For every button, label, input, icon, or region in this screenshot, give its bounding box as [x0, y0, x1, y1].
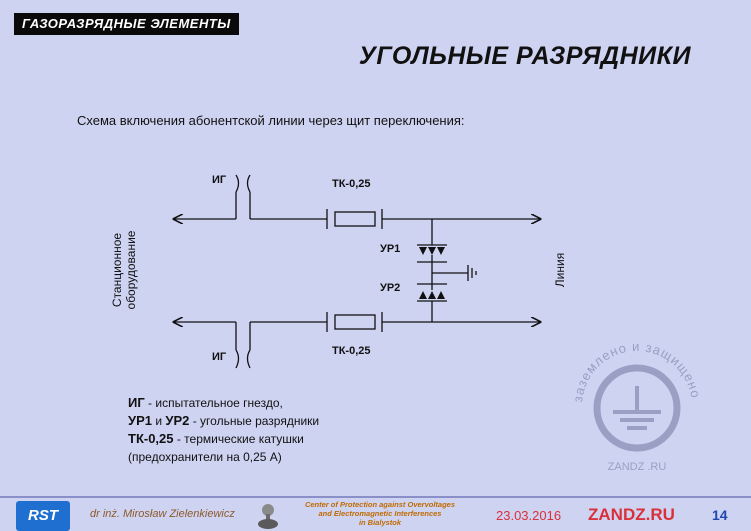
- center-logo-icon: [254, 502, 282, 530]
- center-name: Center of Protection against Overvoltages and Electromagnetic Interferences in Bialystok: [304, 500, 456, 527]
- legend: [128, 394, 319, 466]
- svg-text:ZANDZ .RU: ZANDZ .RU: [607, 461, 667, 473]
- ur2-label: УР2: [380, 282, 401, 294]
- legend-line-note: (предохранители на 0,25 А): [128, 450, 282, 464]
- line-label: Линия: [553, 252, 567, 288]
- arrester-ur1: [419, 247, 445, 255]
- bottom-test-jack: [236, 322, 250, 368]
- station-equipment-label: Станционное оборудование: [110, 230, 138, 310]
- rst-logo: RST: [16, 501, 70, 531]
- grounding-stamp: [568, 328, 706, 478]
- slide-subtitle: Схема включения абонентской линии через щит переключения:: [77, 113, 465, 128]
- top-test-jack: [236, 175, 250, 219]
- legend-line-ig: ИГ - испытательное гнездо,: [128, 395, 283, 410]
- section-tag: ГАЗОРАЗРЯДНЫЕ ЭЛЕМЕНТЫ: [14, 13, 239, 35]
- tk-bottom-label: ТК-0,25: [332, 345, 371, 357]
- site-link[interactable]: ZANDZ.RU: [588, 505, 675, 524]
- top-fuse: [335, 212, 375, 226]
- ig-top-label: ИГ: [212, 174, 227, 186]
- footer: [0, 496, 751, 531]
- ur1-label: УР1: [380, 243, 401, 255]
- author-name: dr inż. Mirosław Zielenkiewicz: [90, 508, 235, 520]
- legend-line-tk: ТК-0,25 - термические катушки: [128, 431, 304, 446]
- ig-bottom-label: ИГ: [212, 351, 227, 363]
- slide-title: УГОЛЬНЫЕ РАЗРЯДНИКИ: [358, 42, 691, 70]
- slide-date: 23.03.2016: [496, 508, 562, 523]
- page-number: 14: [712, 507, 728, 523]
- legend-line-ur: УР1 и УР2 - угольные разрядники: [128, 413, 320, 428]
- tk-top-label: ТК-0,25: [332, 178, 371, 190]
- svg-text:заземлено и защищено: заземлено и защищено: [570, 338, 704, 403]
- arrester-ur2: [419, 291, 445, 299]
- bottom-fuse: [335, 315, 375, 329]
